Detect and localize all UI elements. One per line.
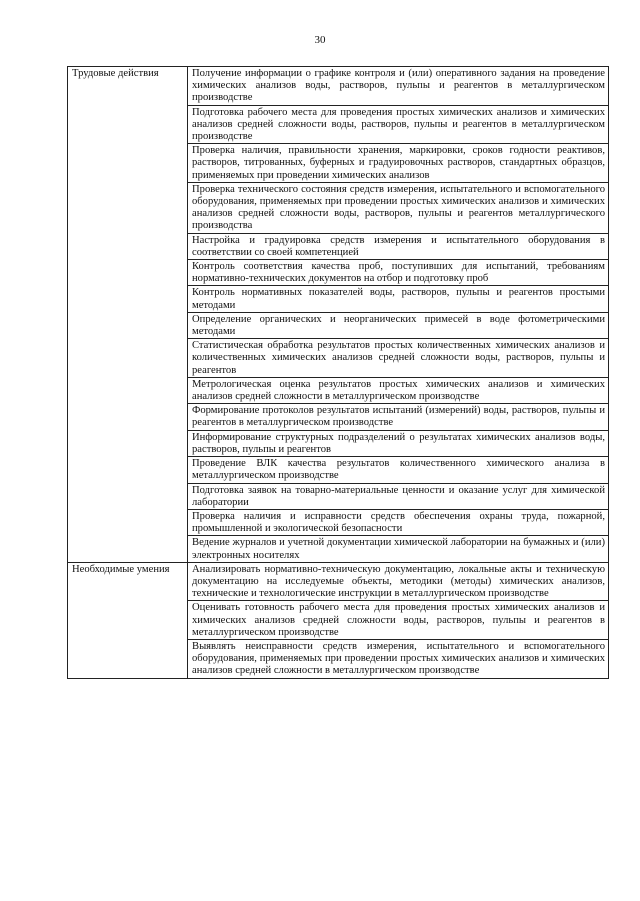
row-text: Настройка и градуировка средств измерения и испытательного оборудования в соответствии со своей компетенцией: [188, 233, 609, 259]
page-number: 30: [314, 34, 326, 46]
row-text: Проверка технического состояния средств измерения, испытательного и вспомогательного оборудования, применяемых при проведении простых химических анализов и химических анализов средней сложности воды, растворов, пульпы и реагентов металлургического производства: [188, 182, 609, 233]
section-label: Необходимые умения: [68, 562, 188, 678]
section-label: Трудовые действия: [68, 67, 188, 563]
table-body: [68, 67, 609, 679]
row-text: Получение информации о графике контроля и (или) оперативного задания на проведение химических анализов воды, растворов, пульпы и реагентов в металлургическом производстве: [188, 67, 609, 106]
row-text: Подготовка рабочего места для проведения простых химических анализов и химических анализов средней сложности воды, растворов, пульпы и реагентов в металлургическом производстве: [188, 105, 609, 144]
row-text: Контроль нормативных показателей воды, растворов, пульпы и реагентов простыми методами: [188, 286, 609, 312]
row-text: Формирование протоколов результатов испытаний (измерений) воды, растворов, пульпы и реагентов в металлургическом производстве: [188, 404, 609, 430]
row-text: Метрологическая оценка результатов простых химических анализов и химических анализов средней сложности в металлургическом производстве: [188, 377, 609, 403]
row-text: Определение органических и неорганических примесей в воде фотометрическими методами: [188, 312, 609, 338]
row-text: Проведение ВЛК качества результатов количественного химического анализа в металлургическом производстве: [188, 457, 609, 483]
row-text: Проверка наличия, правильности хранения, маркировки, сроков годности реактивов, растворов, титрованных, буферных и градуировочных растворов, стандартных образцов, применяемых при проведении химических анализов: [188, 144, 609, 183]
row-text: Подготовка заявок на товарно-материальные ценности и оказание услуг для химической лаборатории: [188, 483, 609, 509]
row-text: Статистическая обработка результатов простых количественных химических анализов и количественных химических анализов средней сложности воды, растворов, пульпы и реагентов: [188, 339, 609, 378]
row-text: Выявлять неисправности средств измерения, испытательного и вспомогательного оборудования, применяемых при проведении простых химических анализов и химических анализов средней сложности в металлургическом производстве: [188, 639, 609, 678]
table-row: [68, 562, 609, 601]
row-text: Ведение журналов и учетной документации химической лаборатории на бумажных и (или) электронных носителях: [188, 536, 609, 562]
row-text: Контроль соответствия качества проб, поступивших для испытаний, требованиям нормативно-технических документов на отбор и подготовку проб: [188, 260, 609, 286]
competency-table: [67, 66, 609, 679]
row-text: Анализировать нормативно-техническую документацию, локальные акты и техническую документацию на исследуемые объекты, методики (методы) химических анализов, технические и технологические инструкции в металлургическом производстве: [188, 562, 609, 601]
row-text: Проверка наличия и исправности средств обеспечения охраны труда, пожарной, промышленной и экологической безопасности: [188, 509, 609, 535]
row-text: Информирование структурных подразделений о результатах химических анализов воды, растворов, пульпы и реагентов: [188, 430, 609, 456]
row-text: Оценивать готовность рабочего места для проведения простых химических анализов и химических анализов средней сложности воды, растворов, пульпы и реагентов в металлургическом производстве: [188, 601, 609, 640]
table-row: [68, 67, 609, 106]
